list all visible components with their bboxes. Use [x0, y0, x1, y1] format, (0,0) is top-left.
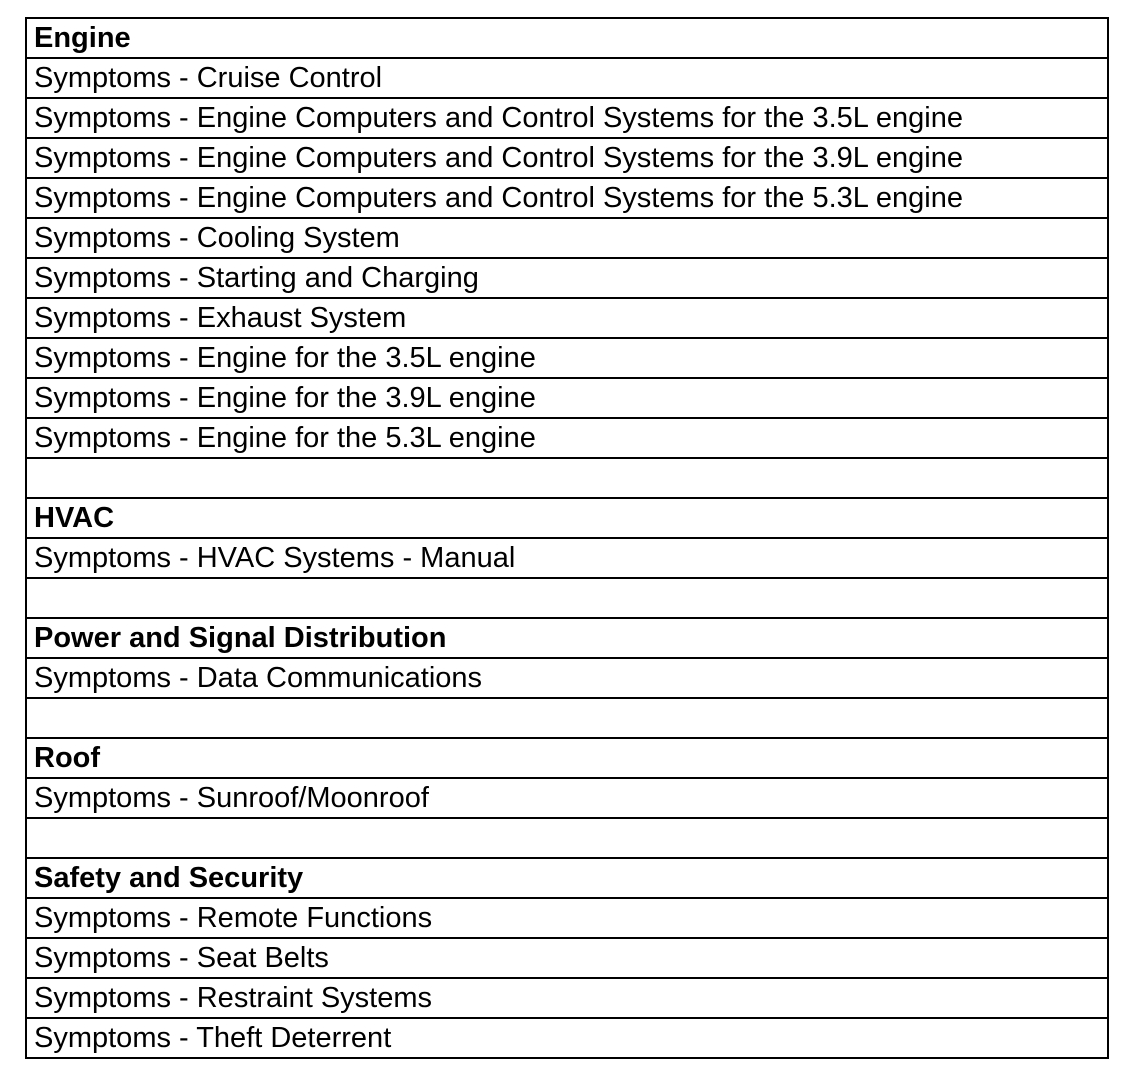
symptom-item: Symptoms - Cruise Control	[26, 58, 1108, 98]
spacer-row	[26, 458, 1108, 498]
symptom-item: Symptoms - Engine Computers and Control Systems for the 3.5L engine	[26, 98, 1108, 138]
table-row	[26, 138, 1108, 178]
table-row	[26, 1018, 1108, 1058]
section-header-row	[26, 498, 1108, 538]
empty-cell	[26, 578, 1108, 618]
section-title: Safety and Security	[26, 858, 1108, 898]
symptom-item: Symptoms - Cooling System	[26, 218, 1108, 258]
spacer-row	[26, 818, 1108, 858]
table-row	[26, 898, 1108, 938]
table-row	[26, 178, 1108, 218]
symptom-item: Symptoms - Sunroof/Moonroof	[26, 778, 1108, 818]
section-title: Power and Signal Distribution	[26, 618, 1108, 658]
section-header-row	[26, 858, 1108, 898]
table-row	[26, 58, 1108, 98]
table-row	[26, 258, 1108, 298]
symptom-item: Symptoms - Engine Computers and Control Systems for the 3.9L engine	[26, 138, 1108, 178]
spacer-row	[26, 578, 1108, 618]
section-title: HVAC	[26, 498, 1108, 538]
symptom-item: Symptoms - Remote Functions	[26, 898, 1108, 938]
symptom-item: Symptoms - Engine Computers and Control Systems for the 5.3L engine	[26, 178, 1108, 218]
section-header-row	[26, 18, 1108, 58]
section-header-row	[26, 738, 1108, 778]
table-row	[26, 978, 1108, 1018]
symptom-item: Symptoms - Starting and Charging	[26, 258, 1108, 298]
table-row	[26, 658, 1108, 698]
table-row	[26, 218, 1108, 258]
table-row	[26, 778, 1108, 818]
symptom-item: Symptoms - Theft Deterrent	[26, 1018, 1108, 1058]
section-title: Roof	[26, 738, 1108, 778]
symptom-item: Symptoms - Exhaust System	[26, 298, 1108, 338]
symptom-table	[25, 17, 1109, 1059]
section-header-row	[26, 618, 1108, 658]
table-row	[26, 298, 1108, 338]
symptom-item: Symptoms - Engine for the 5.3L engine	[26, 418, 1108, 458]
table-row	[26, 338, 1108, 378]
table-row	[26, 538, 1108, 578]
table-row	[26, 98, 1108, 138]
spacer-row	[26, 698, 1108, 738]
table-row	[26, 938, 1108, 978]
table-body	[26, 18, 1108, 1058]
empty-cell	[26, 698, 1108, 738]
symptom-item: Symptoms - Restraint Systems	[26, 978, 1108, 1018]
symptom-item: Symptoms - Data Communications	[26, 658, 1108, 698]
table-row	[26, 418, 1108, 458]
table-row	[26, 378, 1108, 418]
section-title: Engine	[26, 18, 1108, 58]
symptom-item: Symptoms - Engine for the 3.5L engine	[26, 338, 1108, 378]
symptom-item: Symptoms - Engine for the 3.9L engine	[26, 378, 1108, 418]
symptom-item: Symptoms - HVAC Systems - Manual	[26, 538, 1108, 578]
symptom-item: Symptoms - Seat Belts	[26, 938, 1108, 978]
empty-cell	[26, 818, 1108, 858]
empty-cell	[26, 458, 1108, 498]
